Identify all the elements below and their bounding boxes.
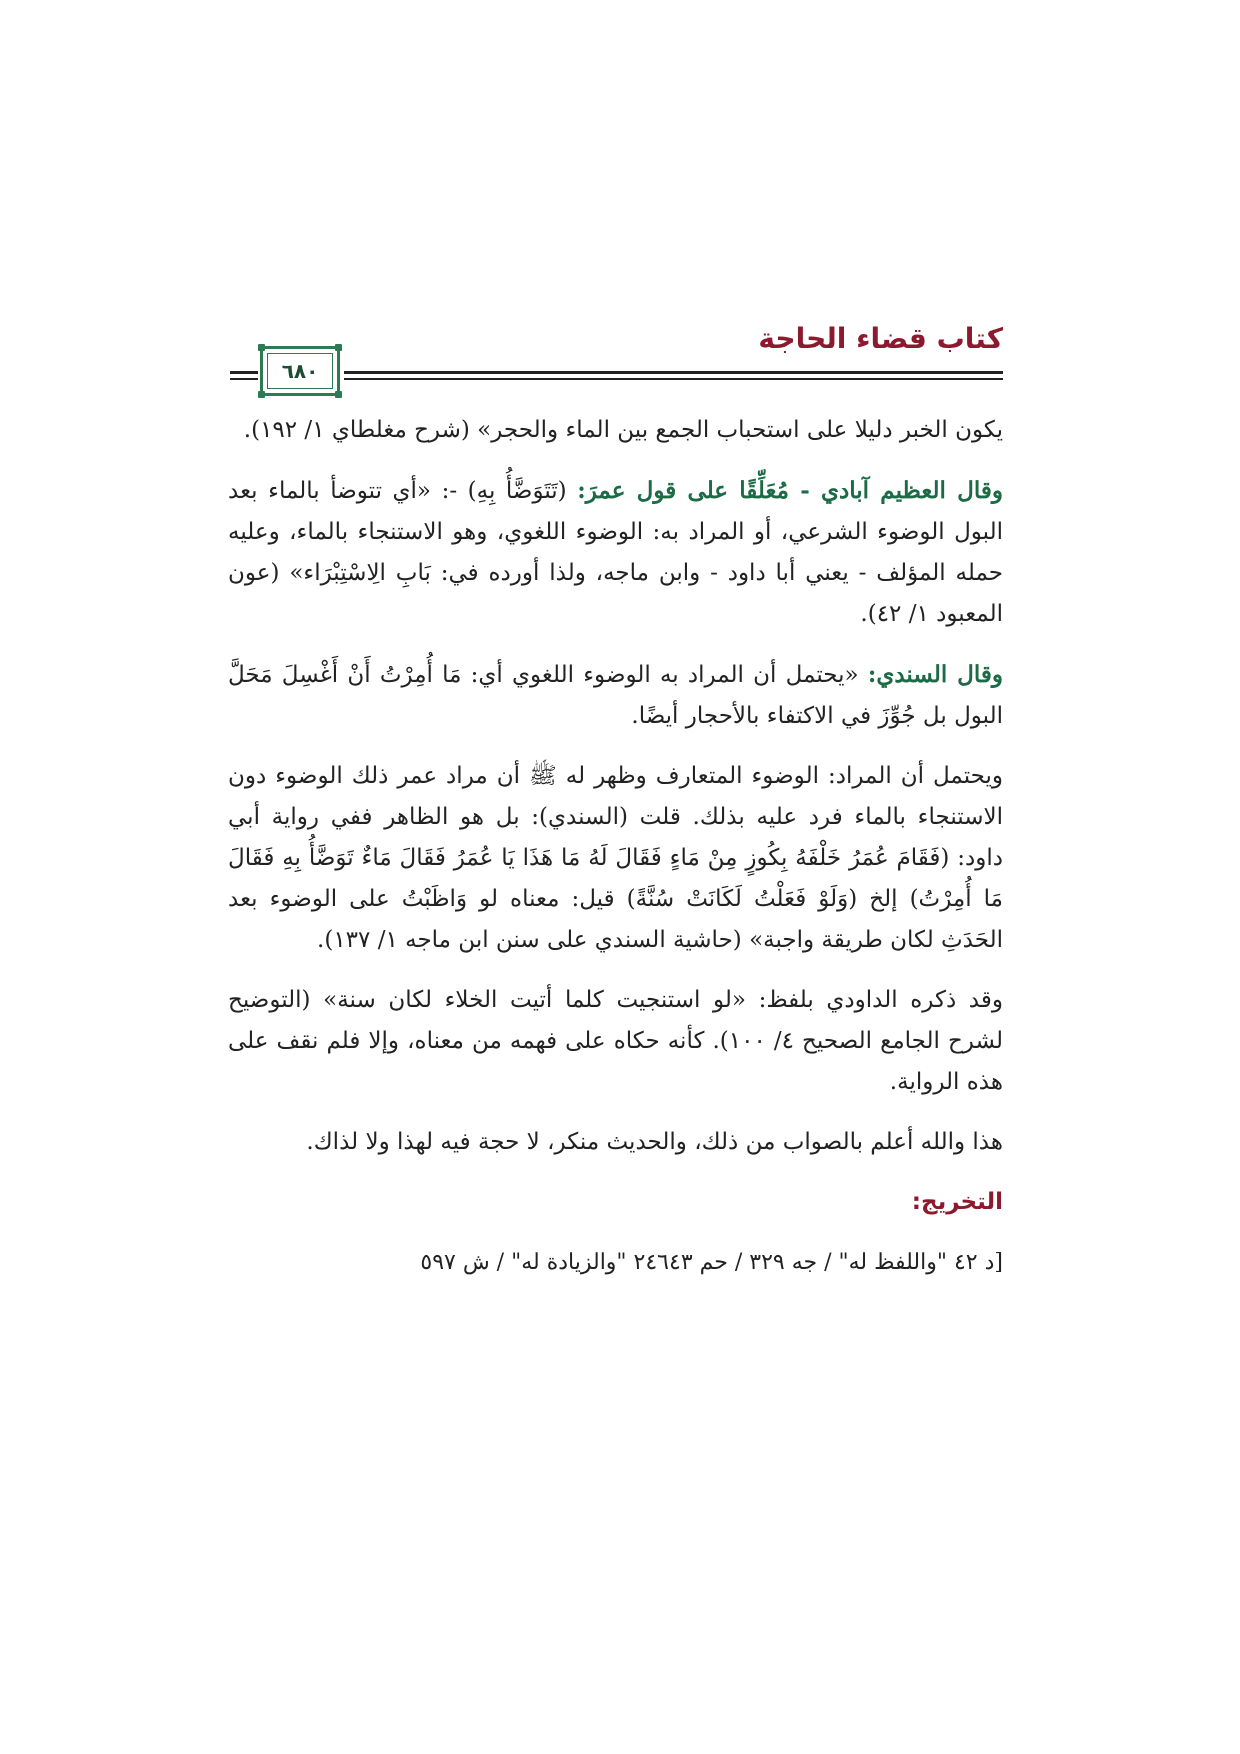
- frame-corner-ornament: [335, 344, 342, 351]
- paragraph-1: يكون الخبر دليلا على استحباب الجمع بين الماء والحجر» (شرح مغلطاي ١/ ١٩٢).: [243, 417, 1003, 443]
- header-rule-thin: [344, 378, 1003, 380]
- paragraph-3: [228, 654, 1003, 737]
- header-rule-short: [230, 371, 258, 374]
- paragraph-4: ويحتمل أن المراد: الوضوء المتعارف وظهر له ﷺ أن مراد عمر ذلك الوضوء دون الاستنجاء بالماء فرد عليه بذلك. قلت (السندي): بل هو الظاهر ففي رواية أبي داود: (فَقَامَ عُمَرُ خَلْفَهُ بِكُوزٍ مِنْ مَاءٍ فَقَالَ لَهُ مَا هَذَا يَا عُمَرُ فَقَالَ مَاءٌ تَوَضَّأُ بِهِ فَقَالَ مَا أُمِرْتُ) إلخ (وَلَوْ فَعَلْتُ لَكَانَتْ سُنَّةً) قيل: معناه لو وَاظَبْتُ على الوضوء بعد الحَدَثِ لكان طريقة واجبة» (حاشية السندي على سنن ابن ماجه ١/ ١٣٧).: [228, 763, 1003, 953]
- header-rule-short-thin: [230, 378, 258, 380]
- paragraph-2-body: (تَتَوَضَّأُ بِهِ) -: «أي تتوضأ بالماء بعد البول الوضوء الشرعي، أو المراد به: الوضوء اللغوي، وهو الاستنجاء بالماء، وعليه حمله المؤلف - يعني أبا داود - وابن ماجه، ولذا أورده في: بَابِ الِاسْتِبْرَاء» (عون المعبود ١/ ٤٢).: [228, 478, 1003, 627]
- book-title: كتاب قضاء الحاجة: [758, 322, 1003, 355]
- paragraph-6: هذا والله أعلم بالصواب من ذلك، والحديث منكر، لا حجة فيه لهذا ولا لذاك.: [306, 1129, 1003, 1155]
- page-header: [228, 318, 1003, 396]
- page-body: [228, 410, 1003, 1302]
- header-rule: [344, 371, 1003, 374]
- quote-attribution: وقال السندي:: [867, 661, 1003, 688]
- paragraph-2: [228, 470, 1003, 635]
- frame-corner-ornament: [258, 391, 265, 398]
- paragraph-5: وقد ذكره الداودي بلفظ: «لو استنجيت كلما أتيت الخلاء لكان سنة» (التوضيح لشرح الجامع الصحيح ٤/ ١٠٠). كأنه حكاه على فهمه من معناه، وإلا فلم نقف على هذه الرواية.: [228, 987, 1004, 1095]
- paragraph-3-body: «يحتمل أن المراد به الوضوء اللغوي أي: مَا أُمِرْتُ أَنْ أَغْسِلَ مَحَلَّ البول بل جُوِّزَ في الاكتفاء بالأحجار أيضًا.: [228, 662, 1003, 729]
- section-heading: التخريج:: [911, 1189, 1003, 1215]
- page-number: ٦٨٠: [267, 353, 333, 389]
- quote-attribution: وقال العظيم آبادي - مُعَلِّقًا على قول عمرَ:: [577, 477, 1003, 504]
- page-number-frame: [260, 346, 340, 396]
- frame-corner-ornament: [258, 344, 265, 351]
- frame-corner-ornament: [335, 391, 342, 398]
- takhrij-line: [د ٤٢ "واللفظ له" / جه ٣٢٩ / حم ٢٤٦٤٣ "والزيادة له" / ش ٥٩٧: [420, 1250, 1003, 1275]
